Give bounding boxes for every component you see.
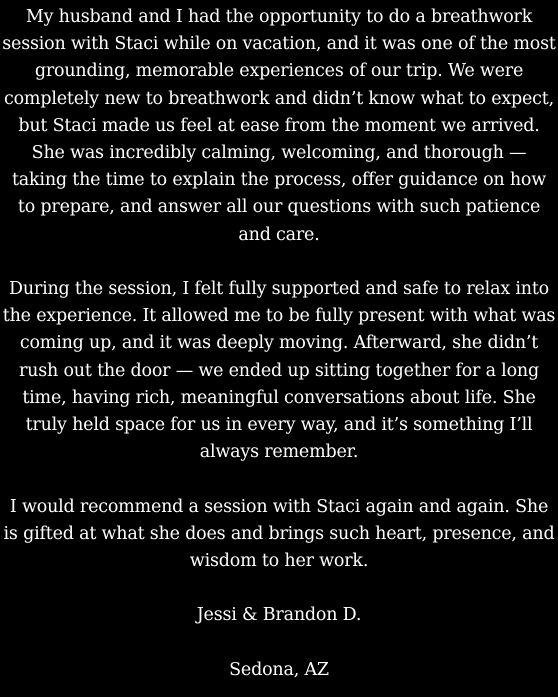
testimonial-signature: Jessi & Brandon D. xyxy=(196,605,362,626)
testimonial-paragraph-1: My husband and I had the opportunity to do a breathwork session with Staci while on vacation, and it was one of the most grounding, memorable experiences of our trip. We were completely new to breathwork and didn’t know what to expect, but Staci made us feel at ease from the moment we arrived. She was incredibly calming, welcoming, and thorough — taking the time to explain the process, offer guidance on how to prepare, and answer all our questions with such patience and care. xyxy=(2,7,556,245)
testimonial-location: Sedona, AZ xyxy=(229,659,329,680)
testimonial-paragraph-3: I would recommend a session with Staci again and again. She is gifted at what she does and brings such heart, presence, and wisdom to her work. xyxy=(3,496,555,572)
testimonial-paragraph-2: During the session, I felt fully supported and safe to relax into the experience. It allowed me to be fully present with what was coming up, and it was deeply moving. Afterward, she didn’t rush out the door — we ended up sitting together for a long time, having rich, meaningful conversations about life. She truly held space for us in every way, and it’s something I’ll always remember. xyxy=(2,279,556,463)
